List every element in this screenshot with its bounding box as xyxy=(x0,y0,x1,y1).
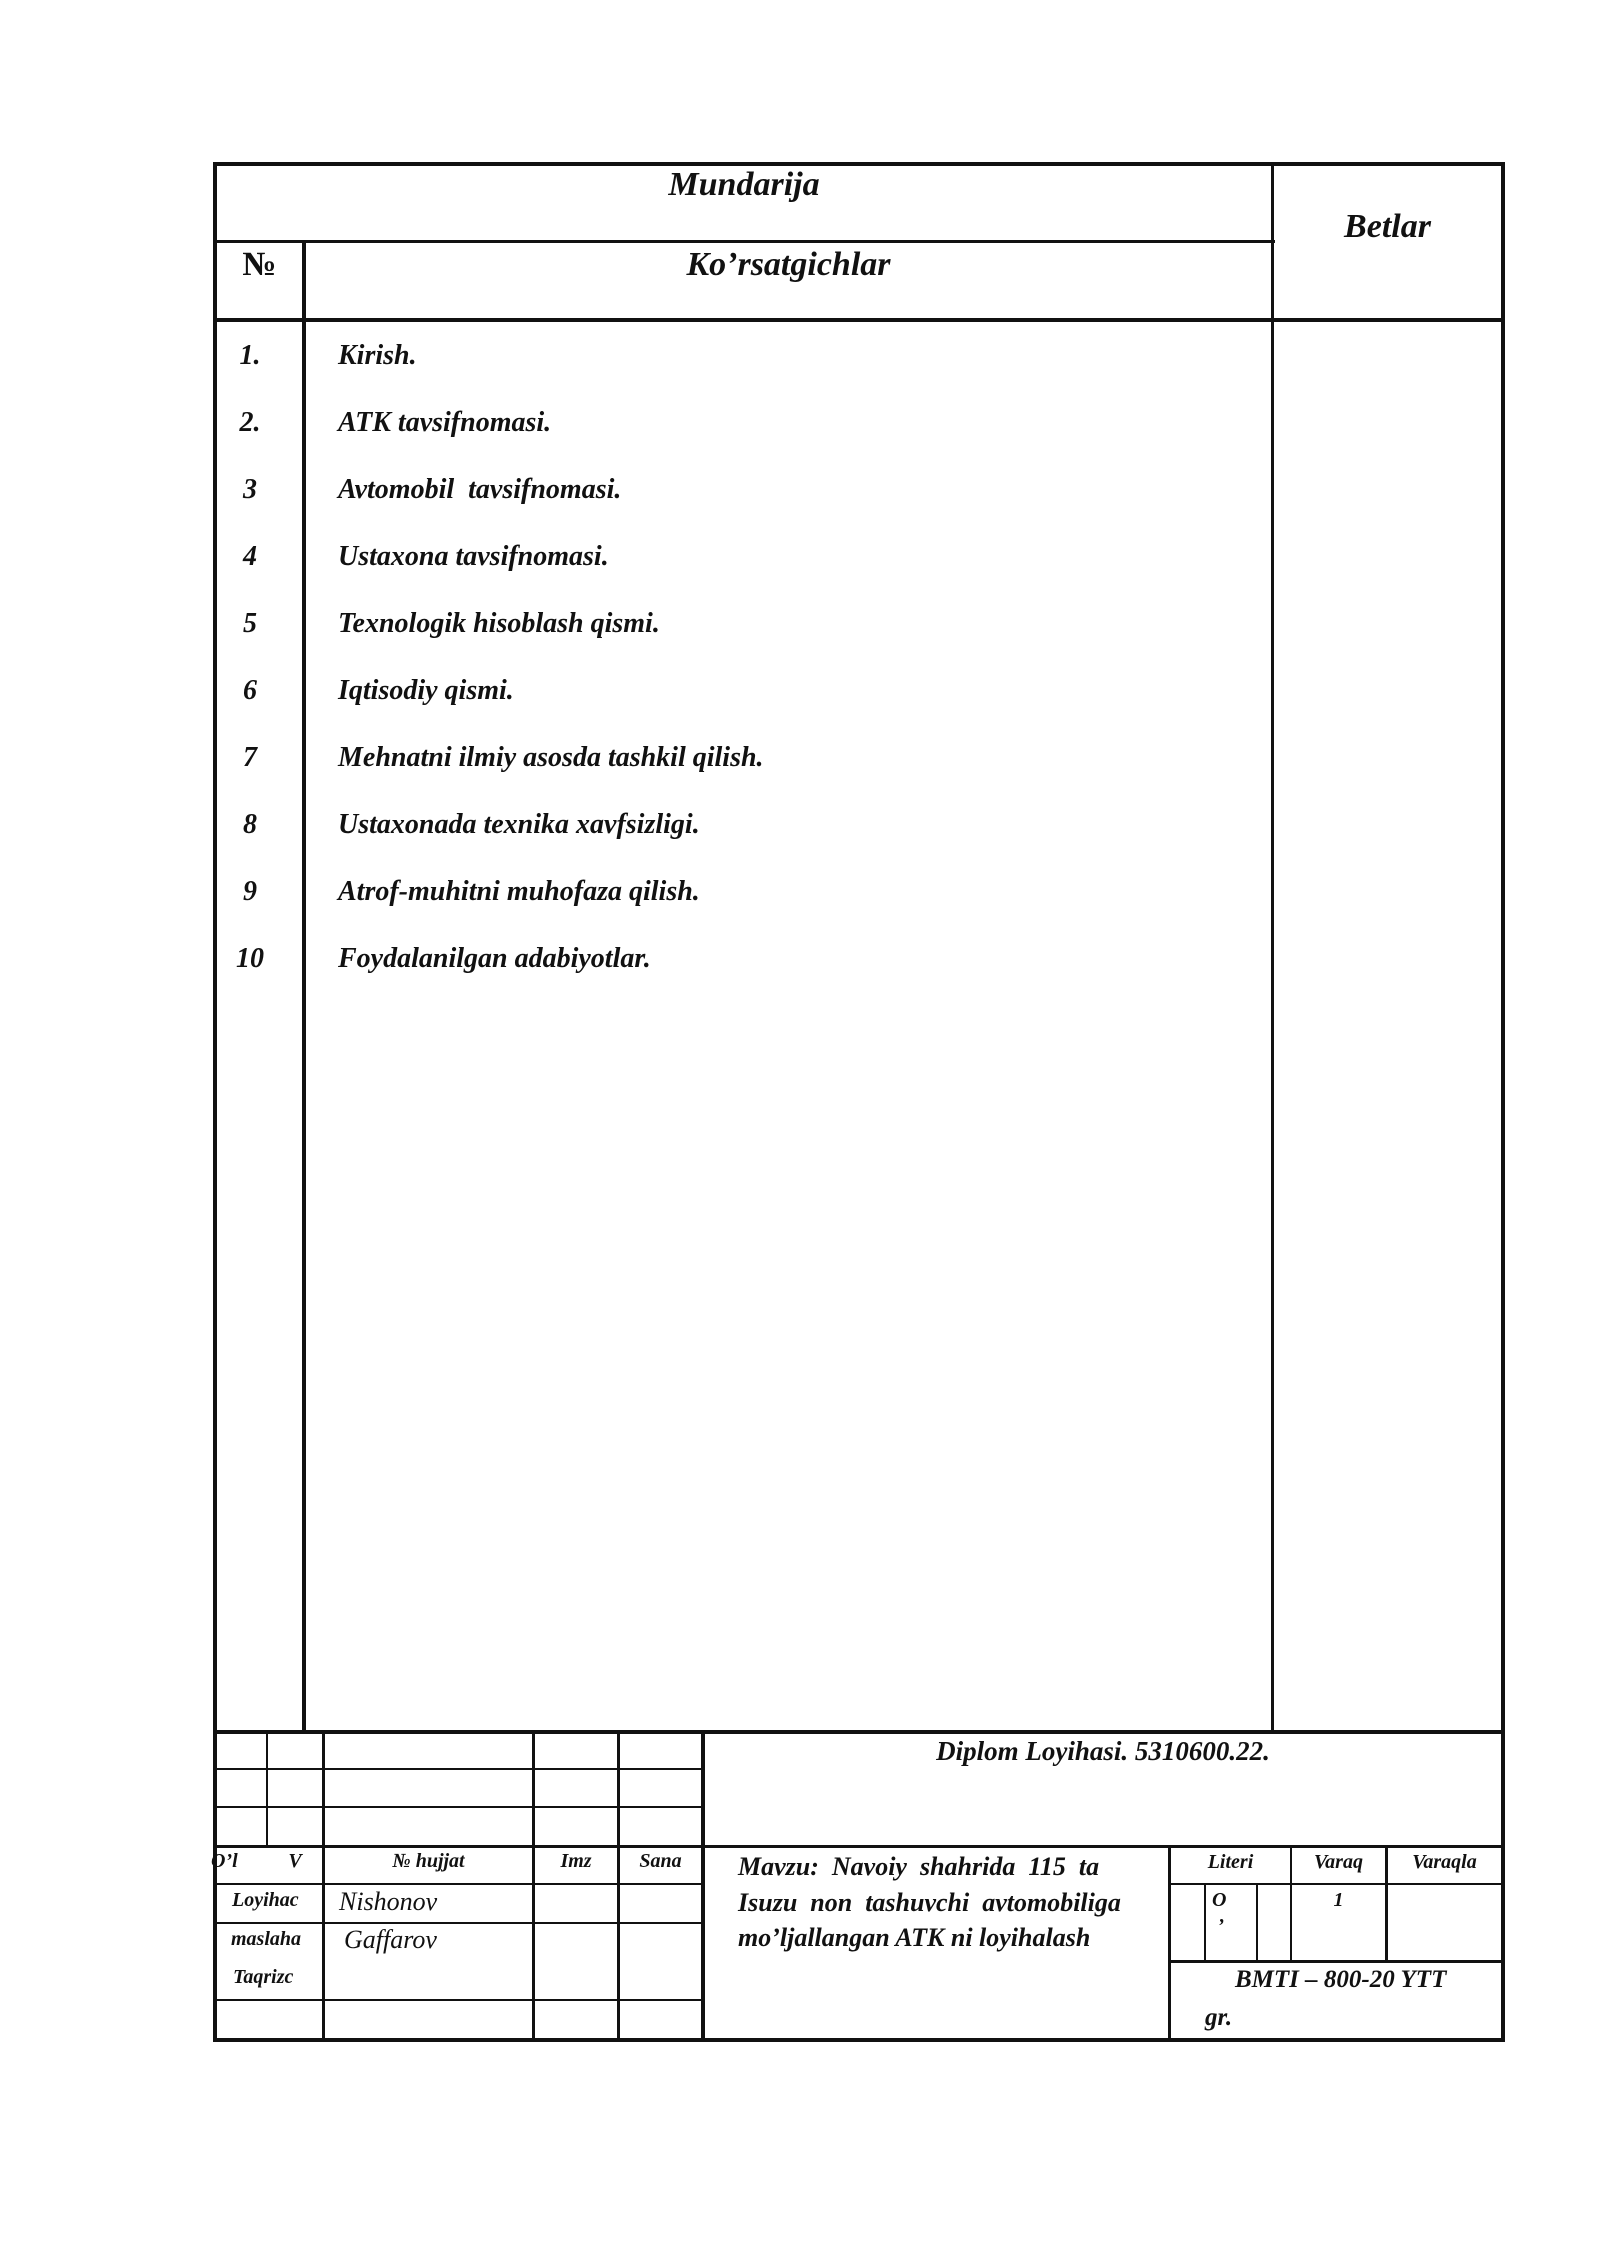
col-label-sana: Sana xyxy=(639,1850,682,1872)
tb-col-line xyxy=(1204,1883,1206,1961)
topic-line: Isuzu non tashuvchi avtomobiliga xyxy=(738,1888,1121,1917)
group-code: BMTI – 800-20 YTT xyxy=(1235,1966,1447,1993)
literi-value: O xyxy=(1212,1889,1227,1911)
item-number: 1. xyxy=(239,340,261,371)
item-text: Mehnatni ilmiy asosda tashkil qilish. xyxy=(338,742,764,773)
name-loyihachi: Nishonov xyxy=(339,1887,438,1916)
item-number: 6 xyxy=(243,675,257,706)
tb-col-line xyxy=(1168,1845,1171,2040)
item-number: 4 xyxy=(243,541,257,572)
item-number: 5 xyxy=(243,608,257,639)
tb-top-line xyxy=(213,1730,1505,1734)
header-bottom-line xyxy=(213,318,1505,322)
document-code: Diplom Loyihasi. 5310600.22. xyxy=(936,1736,1270,1766)
tb-col-line xyxy=(1256,1883,1258,1961)
number-column-line xyxy=(302,240,306,1734)
tb-col-line xyxy=(322,1730,325,2040)
tb-row-line xyxy=(1170,1960,1505,1963)
literi-mark: , xyxy=(1220,1905,1225,1927)
col-label-hujjat: № hujjat xyxy=(392,1850,465,1872)
col-label-v: V xyxy=(288,1850,302,1872)
item-number: 3 xyxy=(243,474,257,505)
varaq-value: 1 xyxy=(1333,1889,1344,1911)
tb-col-line xyxy=(701,1730,705,2040)
tb-row-line xyxy=(213,1845,1505,1848)
item-number: 8 xyxy=(243,809,257,840)
item-text: Texnologik hisoblash qismi. xyxy=(338,608,660,639)
tb-col-line xyxy=(266,1730,268,1845)
item-text: Atrof-muhitni muhofaza qilish. xyxy=(338,876,700,907)
group-suffix: gr. xyxy=(1205,2004,1233,2031)
role-taqrizchi: Taqrizc xyxy=(233,1966,294,1988)
page-title: Mundarija xyxy=(668,166,820,203)
varaq-label: Varaq xyxy=(1314,1851,1363,1873)
varaqlar-label: Varaqla xyxy=(1412,1851,1477,1873)
tb-row-line xyxy=(213,1999,703,2001)
item-text: ATK tavsifnomasi. xyxy=(338,407,552,438)
item-number: 7 xyxy=(243,742,257,773)
item-number: 2. xyxy=(239,407,261,438)
number-header: № xyxy=(242,246,277,283)
item-number: 10 xyxy=(236,943,264,974)
item-text: Iqtisodiy qismi. xyxy=(338,675,514,706)
frame-bottom xyxy=(213,2038,1505,2042)
item-text: Avtomobil tavsifnomasi. xyxy=(338,474,622,505)
tb-row-line xyxy=(213,1768,703,1770)
item-number: 9 xyxy=(243,876,257,907)
items-header: Ko’rsatgichlar xyxy=(686,246,891,283)
frame-left xyxy=(213,162,217,2042)
role-maslahatchi: maslaha xyxy=(231,1928,302,1950)
tb-row-line xyxy=(213,1922,703,1924)
tb-row-line xyxy=(213,1806,703,1808)
pages-column-line xyxy=(1271,162,1274,1734)
name-maslahatchi: Gaffarov xyxy=(344,1925,437,1954)
col-label-ozl: O’l xyxy=(211,1850,238,1872)
item-text: Kirish. xyxy=(338,340,417,371)
item-text: Ustaxona tavsifnomasi. xyxy=(338,541,609,572)
header-mid-line xyxy=(213,240,1275,243)
frame-right xyxy=(1501,162,1505,2042)
literi-label: Literi xyxy=(1207,1851,1254,1873)
tb-row-line xyxy=(1170,1883,1505,1885)
tb-row-line xyxy=(213,1883,703,1885)
col-label-imz: Imz xyxy=(560,1850,592,1872)
topic-line: Mavzu: Navoiy shahrida 115 ta xyxy=(738,1852,1100,1881)
tb-col-line xyxy=(617,1730,620,2040)
topic-line: mo’ljallangan ATK ni loyihalash xyxy=(738,1923,1091,1952)
item-text: Foydalanilgan adabiyotlar. xyxy=(338,943,651,974)
item-text: Ustaxonada texnika xavfsizligi. xyxy=(338,809,700,840)
tb-col-line xyxy=(532,1730,535,2040)
pages-header: Betlar xyxy=(1344,208,1431,245)
role-loyihachi: Loyihac xyxy=(232,1889,299,1911)
